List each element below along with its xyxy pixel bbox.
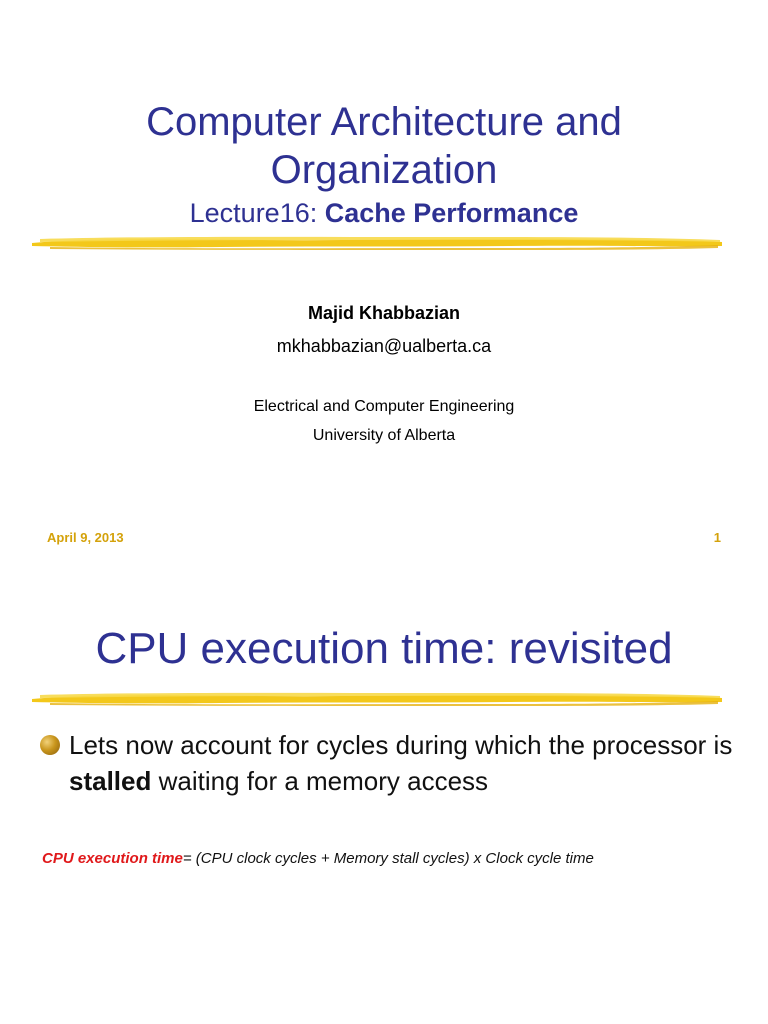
formula-label: CPU execution time — [42, 850, 183, 867]
slide1-title — [0, 98, 768, 194]
formula — [42, 850, 594, 867]
slide2-underline-brush — [30, 688, 724, 708]
subtitle-prefix: Lecture16: — [189, 198, 325, 228]
bullet-text — [69, 727, 739, 799]
university: University of Alberta — [312, 427, 456, 444]
subtitle-bold: Cache Performance — [324, 198, 579, 228]
slide2-title: CPU execution time: revisited — [95, 624, 673, 673]
bullet-text-bold: stalled — [69, 766, 152, 796]
author-name: Majid Khabbazian — [307, 303, 460, 323]
bullet-text-part1: Lets now account for cycles during which the processor is — [69, 730, 733, 760]
slide1-title-line1: Computer Architecture and — [146, 100, 622, 144]
footer-date: April 9, 2013 — [47, 530, 124, 545]
slide1-title-line2: Organization — [270, 148, 498, 192]
footer-page-number: 1 — [713, 530, 721, 545]
author-email: mkhabbazian@ualberta.ca — [276, 336, 492, 356]
slide1-subtitle — [0, 198, 768, 229]
formula-rest: = (CPU clock cycles + Memory stall cycles) x Clock cycle time — [182, 850, 594, 867]
department: Electrical and Computer Engineering — [253, 398, 515, 415]
bullet-dot-icon — [40, 735, 60, 755]
title-underline-brush — [30, 232, 724, 252]
bullet-text-part2: waiting for a memory access — [151, 766, 489, 796]
